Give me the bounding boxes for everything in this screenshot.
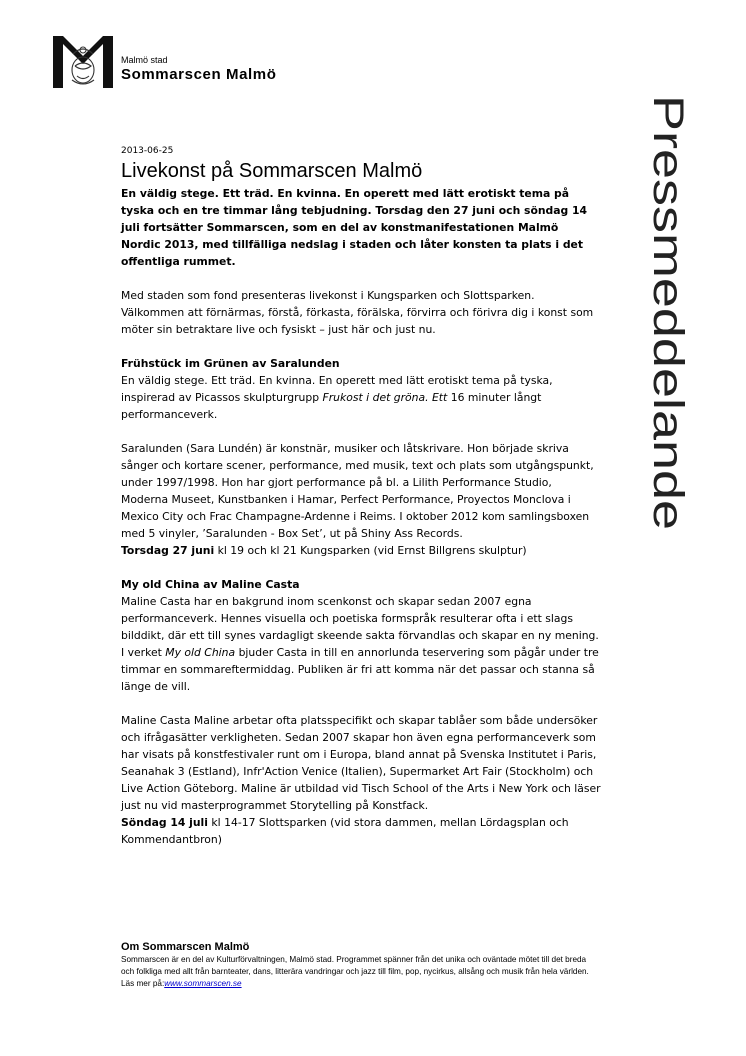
malmo-stad-logo (53, 36, 113, 88)
article-title: Livekonst på Sommarscen Malmö (121, 160, 423, 182)
footer-text: Sommarscen är en del av Kulturförvaltningen, Malmö stad. Programmet spänner från det unika och oväntade mötet till det breda och folkliga med allt från barnteater, dans, litterära vandringar och jazz till film, pop, nycirkus, allsång och musik från hela världen. (121, 955, 589, 976)
section-paragraph: Maline Casta Maline arbetar ofta platsspecifikt och skapar tablåer som både undersöker och ifrågasätter verkligheten. Sedan 2007 skapar hon även egna performanceverk som har visats på konstfestivaler runt om i Europa, bland annat på Svenska Institutet i Paris, Seanahak 3 (Estland), Infr'Action Venice (Italien), Supermarket Art Fair (Stockholm) och Live Action Göteborg. Maline är utbildad vid Tisch School of the Arts i New York och läser just nu vid masterprogrammet Storytelling på Konstfack. (121, 714, 601, 812)
section-heading-saralunden: Frühstück im Grünen av Saralunden (121, 357, 340, 370)
org-name-large: Sommarscen Malmö (121, 66, 277, 83)
section-paragraph: Maline Casta har en bakgrund inom scenkonst och skapar sedan 2007 egna performanceverk. Hennes visuella och poetiska formspråk resulterar ofta i ett slags bilddikt, där ett till synes vardagligt skeende sakta förvandlas och skapar en ny mening. I verket My old China bjuder Casta in till en annorlunda teservering som pågår under tre timmar en sommareftermiddag. Publiken är fri att komma när det passar och stanna så länge de vill. (121, 595, 599, 693)
article (121, 145, 601, 848)
event-time: Torsdag 27 juni kl 19 och kl 21 Kungsparken (vid Ernst Billgrens skulptur) (121, 544, 527, 557)
press-release-vertical-label (640, 95, 700, 535)
footer-title: Om Sommarscen Malmö (121, 941, 250, 953)
about-footer (121, 940, 601, 990)
article-intro: Med staden som fond presenteras livekonst i Kungsparken och Slottsparken. Välkommen att förnärmas, förstå, förkasta, förälska, förvirra och förivra dig i konst som möter sin betraktare live och fysiskt – just här och just nu. (121, 289, 594, 336)
article-date: 2013-06-25 (121, 146, 174, 156)
section-heading-my-old-china: My old China av Maline Casta (121, 578, 300, 591)
event-time: Söndag 14 juli kl 14-17 Slottsparken (vid stora dammen, mellan Lördagsplan och Kommendantbron) (121, 816, 569, 846)
footer-more: Läs mer på:www.sommarscen.se (121, 979, 242, 988)
vertical-label-text: Pressmeddelande (644, 95, 692, 442)
section-paragraph: Saralunden (Sara Lundén) är konstnär, musiker och låtskrivare. Hon började skriva sånger och kortare scener, performance, med musik, text och plats som utgångspunkt, under 1997/1998. Hon har gjort performance på bl. a Lilith Performance Studio, Moderna Museet, Kunstbanken i Hamar, Perfect Performance, Proyectos Monclova i Mexico City och Frac Champagne-Ardenne i Reims. I oktober 2012 kom samlingsboxen med 5 vinyler, ’Saralunden - Box Set’, ut på Shiny Ass Records. (121, 442, 594, 540)
website-link[interactable]: www.sommarscen.se (164, 979, 242, 988)
section-paragraph: En väldig stege. Ett träd. En kvinna. En operett med lätt erotiskt tema på tyska, inspirerad av Picassos skulpturgrupp Frukost i det gröna. Ett 16 minuter långt performanceverk. (121, 374, 553, 421)
org-name-small: Malmö stad (121, 55, 168, 65)
article-lead: En väldig stege. Ett träd. En kvinna. En operett med lätt erotiskt tema på tyska och en tre timmar lång tebjudning. Torsdag den 27 juni och söndag 14 juli fortsätter Sommarscen, som en del av konstmanifestationen Malmö Nordic 2013, med tillfälliga nedslag i staden och låter konsten ta plats i det offentliga rummet. (121, 187, 588, 268)
